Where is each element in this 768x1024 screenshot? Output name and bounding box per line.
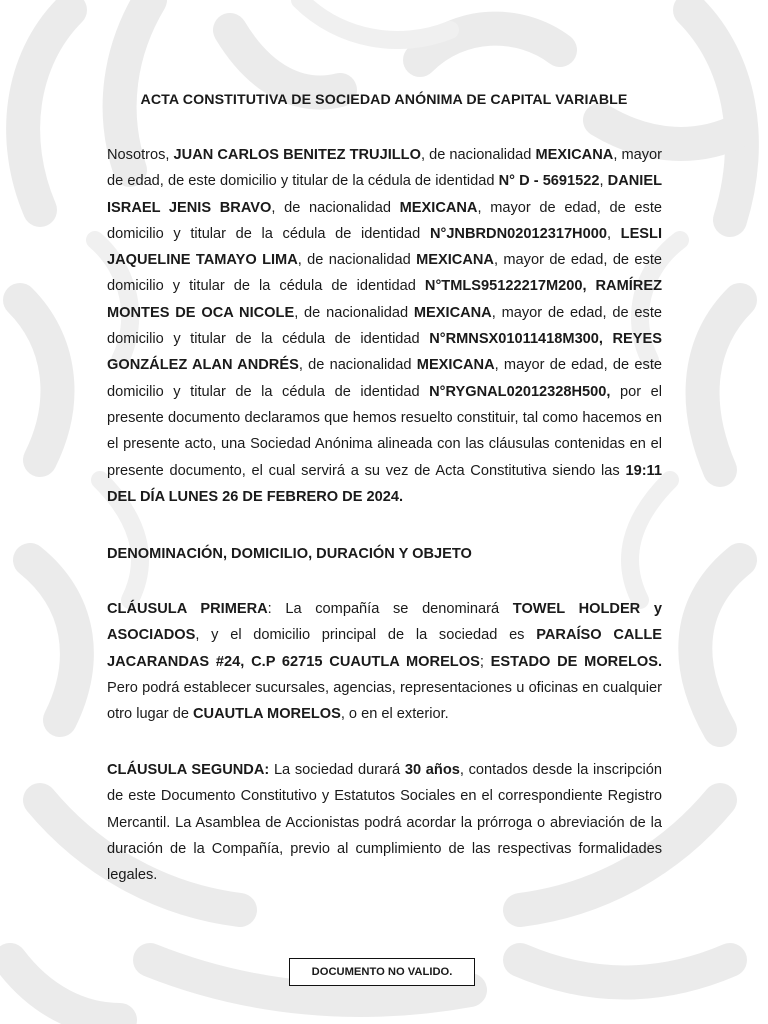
bold-text: CLÁUSULA PRIMERA [107, 601, 268, 617]
bold-text: MEXICANA [416, 252, 494, 269]
invalid-document-stamp: DOCUMENTO NO VALIDO. [289, 958, 475, 986]
clause-segunda: CLÁUSULA SEGUNDA: La sociedad durará 30 años, contados desde la inscripción de este Documento Constitutivo y Estatutos Sociales en el correspondiente Registro Mercantil. La Asamblea de Accionistas podrá acordar la prórroga o abreviación de la duración de la Compañía, previo al cumplimiento de las respectivas formalidades legales. [107, 762, 662, 884]
bold-text: PARAÍSO CALLE JACARANDAS #24, C.P 62715 CUAUTLA MORELOS [107, 627, 662, 670]
bold-text: MEXICANA [413, 304, 492, 321]
bold-text: N°JNBRDN02012317H000 [429, 225, 607, 242]
document-title: ACTA CONSTITUTIVA DE SOCIEDAD ANÓNIMA DE CAPITAL VARIABLE [140, 92, 628, 108]
bold-text: 30 años [404, 762, 460, 778]
bold-text: N°RYGNAL02012328H500, [429, 383, 611, 400]
bold-text: LESLI JAQUELINE TAMAYO LIMA [107, 225, 663, 269]
bold-text: N°TMLS95122217M200, RAMÍREZ MONTES DE OCA NICOLE [107, 278, 662, 321]
bold-text: N° D - 5691522 [498, 173, 600, 190]
bold-text: CLÁUSULA SEGUNDA: [107, 762, 270, 778]
bold-text: DANIEL ISRAEL JENIS BRAVO [107, 173, 662, 216]
bold-text: 19:11 DEL DÍA LUNES 26 DE FEBRERO DE 2024. [107, 462, 662, 505]
bold-text: MEXICANA [399, 199, 478, 216]
section-heading: DENOMINACIÓN, DOMICILIO, DURACIÓN Y OBJETO [107, 546, 472, 562]
bold-text: CUAUTLA MORELOS [193, 706, 341, 723]
bold-text: MEXICANA [535, 147, 614, 163]
bold-text: TOWEL HOLDER y ASOCIADOS [107, 601, 662, 644]
bold-text: JUAN CARLOS BENITEZ TRUJILLO [173, 147, 421, 163]
clause-primera: CLÁUSULA PRIMERA: La compañía se denominará TOWEL HOLDER y ASOCIADOS, y el domicilio principal de la sociedad es PARAÍSO CALLE JACARANDAS #24, C.P 62715 CUAUTLA MORELOS; ESTADO DE MORELOS. Pero podrá establecer sucursales, agencias, representaciones u oficinas en cualquier otro lugar de CUAUTLA MORELOS, o en el exterior. [107, 601, 663, 723]
bold-text: N°RMNSX01011418M300, REYES GONZÁLEZ ALAN ANDRÉS [107, 331, 662, 374]
bold-text: MEXICANA [416, 357, 495, 374]
intro-paragraph: Nosotros, JUAN CARLOS BENITEZ TRUJILLO, de nacionalidad MEXICANA, mayor de edad, de este domicilio y titular de la cédula de identidad N° D - 5691522, DANIEL ISRAEL JENIS BRAVO, de nacionalidad MEXICANA, mayor de edad, de este domicilio y titular de la cédula de identidad N°JNBRDN02012317H000, LESLI JAQUELINE TAMAYO LIMA, de nacionalidad MEXICANA, mayor de edad, de este domicilio y titular de la cédula de identidad N°TMLS95122217M200, RAMÍREZ MONTES DE OCA NICOLE, de nacionalidad MEXICANA, mayor de edad, de este domicilio y titular de la cédula de identidad N°RMNSX01011418M300, REYES GONZÁLEZ ALAN ANDRÉS, de nacionalidad MEXICANA, mayor de edad, de este domicilio y titular de la cédula de identidad N°RYGNAL02012328H500, por el presente documento declaramos que hemos resuelto constituir, tal como hacemos en el presente acto, una Sociedad Anónima alineada con las cláusulas contenidas en el presente documento, el cual servirá a su vez de Acta Constitutiva siendo las 19:11 DEL DÍA LUNES 26 DE FEBRERO DE 2024. [107, 147, 663, 505]
bold-text: ESTADO DE MORELOS. [490, 653, 663, 670]
